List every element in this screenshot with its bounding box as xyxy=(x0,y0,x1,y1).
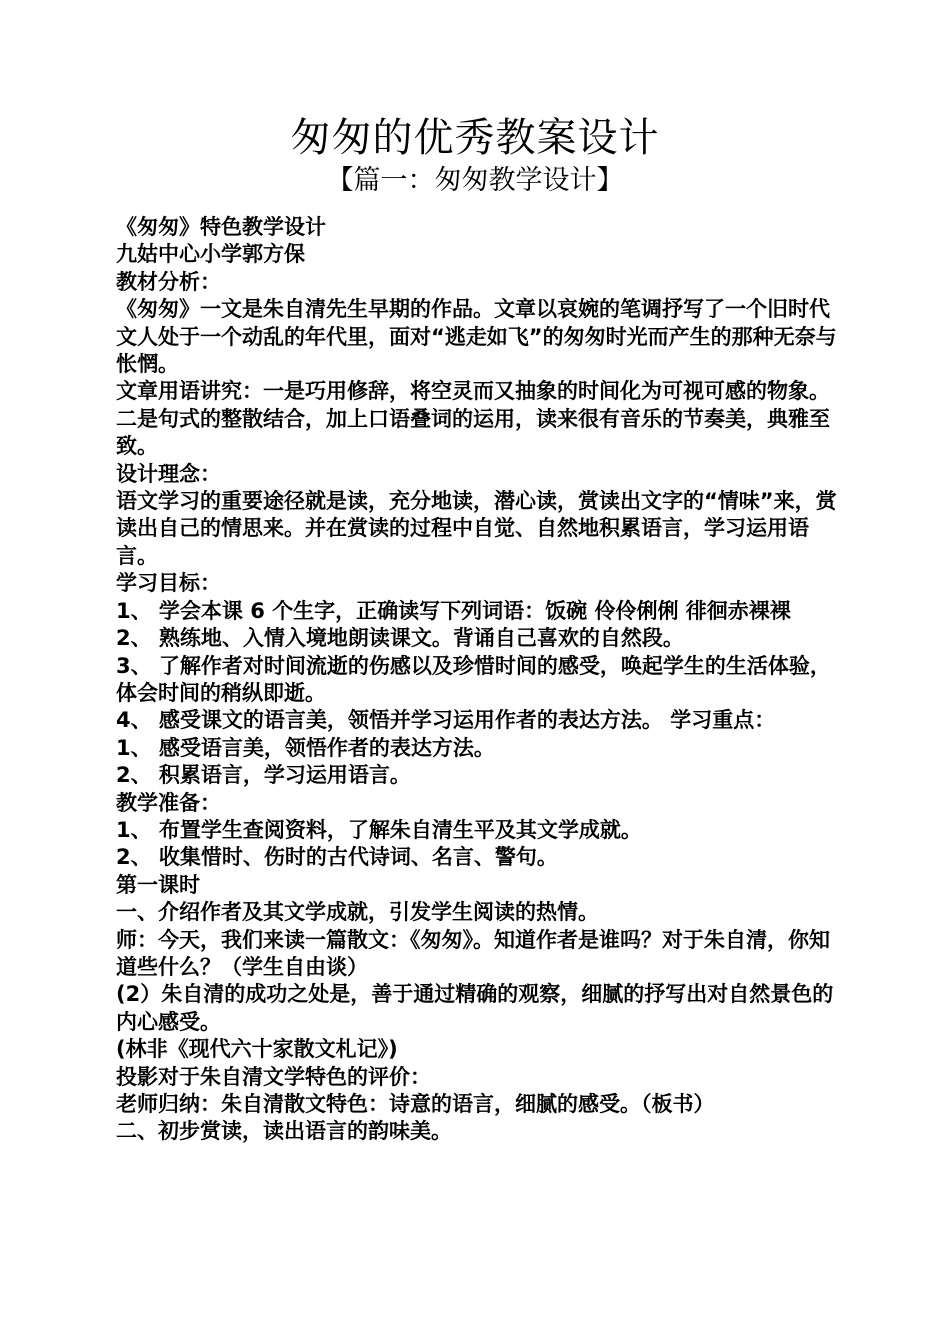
list-item: 2、 收集惜时、伤时的古代诗词、名言、警句。 xyxy=(116,845,558,870)
section-heading: 教学准备： xyxy=(116,790,221,815)
section-heading: 教材分析： xyxy=(116,269,221,294)
section-heading: 设计理念： xyxy=(116,461,221,486)
document-subtitle: 【篇一：匆匆教学设计】 xyxy=(326,165,624,196)
paragraph: 《匆匆》一文是朱自清先生早期的作品。文章以哀婉的笔调抒写了一个旧时代文人处于一个动乱的年代里，面对“逃走如飞”的匆匆时光而产生的那种无奈与怅惘。 xyxy=(116,297,837,377)
section-heading: 学习目标： xyxy=(116,571,221,596)
section-heading: 第一课时 xyxy=(116,872,200,897)
citation: (林非《现代六十家散文札记》) xyxy=(116,1037,398,1062)
paragraph: 老师归纳：朱自清散文特色：诗意的语言，细腻的感受。（板书） xyxy=(116,1092,715,1116)
paragraph: 一、介绍作者及其文学成就，引发学生阅读的热情。 xyxy=(116,900,599,925)
list-item: 1、 学会本课 6 个生字，正确读写下列词语：饭碗 伶伶俐俐 徘徊赤裸裸 xyxy=(116,598,791,623)
list-item: 2、 积累语言，学习运用语言。 xyxy=(116,763,411,788)
list-item: 3、 了解作者对时间流逝的伤感以及珍惜时间的感受，唤起学生的生活体验，体会时间的稍纵即逝。 xyxy=(116,653,831,705)
list-item: 4、 感受课文的语言美，领悟并学习运用作者的表达方法。 学习重点： xyxy=(116,708,776,733)
paragraph: (2）朱自清的成功之处是，善于通过精确的观察，细腻的抒写出对自然景色的内心感受。 xyxy=(116,982,834,1034)
list-item: 1、 感受语言美，领悟作者的表达方法。 xyxy=(116,735,495,760)
list-item: 1、 布置学生查阅资料，了解朱自清生平及其文学成就。 xyxy=(116,817,642,842)
list-item: 2、 熟练地、入情入境地朗读课文。背诵自己喜欢的自然段。 xyxy=(116,626,684,651)
paragraph: 师：今天，我们来读一篇散文：《匆匆》。知道作者是谁吗？对于朱自清，你知道些什么？（学生自由谈） xyxy=(116,927,830,979)
document-title: 匆匆的优秀教案设计 xyxy=(290,115,660,161)
paragraph: 语文学习的重要途径就是读，充分地读，潜心读，赏读出文字的“情味”来，赏读出自己的情思来。并在赏读的过程中自觉、自然地积累语言，学习运用语言。 xyxy=(116,489,837,568)
document-body xyxy=(116,214,838,1146)
author-line: 九姑中心小学郭方保 xyxy=(116,242,305,267)
section-heading: 《匆匆》特色教学设计 xyxy=(116,215,326,239)
paragraph: 二、初步赏读，读出语言的韵味美。 xyxy=(116,1119,452,1144)
paragraph: 文章用语讲究：一是巧用修辞，将空灵而又抽象的时间化为可视可感的物象。二是句式的整散结合，加上口语叠词的运用，读来很有音乐的节奏美，典雅至致。 xyxy=(116,379,830,459)
paragraph: 投影对于朱自清文学特色的评价： xyxy=(116,1064,431,1089)
